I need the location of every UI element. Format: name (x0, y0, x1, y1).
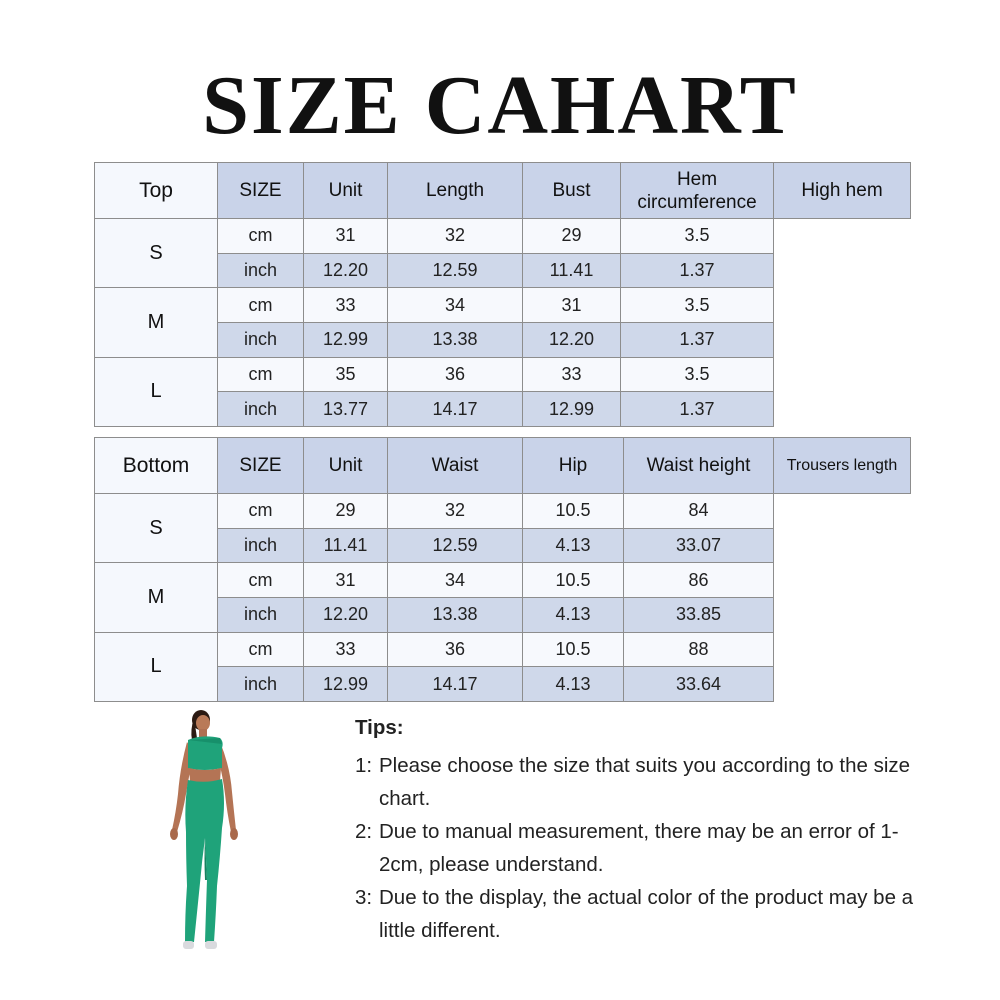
value-cell: 10.5 (523, 494, 624, 529)
value-cell: 31 (523, 288, 621, 323)
unit-cell: inch (218, 323, 304, 358)
top-size-table (94, 162, 911, 427)
table-row (95, 288, 911, 323)
value-cell: 33 (523, 357, 621, 392)
value-cell: 29 (523, 219, 621, 254)
model-photo (150, 708, 260, 952)
value-cell: 1.37 (621, 392, 774, 427)
header-bust: Bust (523, 163, 621, 219)
table-row (95, 357, 911, 392)
size-label: L (95, 357, 218, 426)
header-unit: Unit (304, 438, 388, 494)
value-cell: 31 (304, 219, 388, 254)
tip-item-1 (355, 750, 925, 815)
value-cell: 13.38 (388, 323, 523, 358)
table-row (95, 392, 911, 427)
value-cell: 12.20 (523, 323, 621, 358)
value-cell: 29 (304, 494, 388, 529)
tip-text: Due to the display, the actual color of the product may be a little different. (379, 886, 914, 942)
tip-item-2 (355, 816, 925, 881)
table-row (95, 219, 911, 254)
unit-cell: cm (218, 563, 304, 598)
tip-text: Due to manual measurement, there may be an error of 1-2cm, please understand. (379, 820, 899, 876)
tip-number: 3: (355, 886, 373, 909)
value-cell: 34 (388, 288, 523, 323)
value-cell: 1.37 (621, 253, 774, 288)
table-row (95, 667, 911, 702)
header-unit: Unit (304, 163, 388, 219)
tips-title: Tips: (355, 716, 404, 739)
header-trousers-length: Trousers length (774, 438, 911, 494)
value-cell: 10.5 (523, 632, 624, 667)
tips-section (355, 716, 925, 948)
value-cell: 12.59 (388, 528, 523, 563)
value-cell: 14.17 (388, 392, 523, 427)
unit-cell: inch (218, 598, 304, 633)
value-cell: 86 (624, 563, 774, 598)
value-cell: 12.20 (304, 598, 388, 633)
value-cell: 11.41 (304, 528, 388, 563)
size-label: S (95, 219, 218, 288)
value-cell: 10.5 (523, 563, 624, 598)
bottom-size-table (94, 437, 911, 702)
unit-cell: cm (218, 632, 304, 667)
value-cell: 32 (388, 494, 523, 529)
header-waist: Waist (388, 438, 523, 494)
value-cell: 36 (388, 357, 523, 392)
value-cell: 13.77 (304, 392, 388, 427)
top-table-body (95, 219, 911, 427)
table-row (95, 323, 911, 358)
section-label-top: Top (95, 163, 218, 219)
table-row (95, 253, 911, 288)
value-cell: 1.37 (621, 323, 774, 358)
value-cell: 88 (624, 632, 774, 667)
header-hem-circumference: Hem circumference (621, 163, 774, 219)
value-cell: 4.13 (523, 528, 624, 563)
value-cell: 84 (624, 494, 774, 529)
table-row (95, 598, 911, 633)
value-cell: 33 (304, 288, 388, 323)
unit-cell: cm (218, 219, 304, 254)
value-cell: 36 (388, 632, 523, 667)
unit-cell: cm (218, 288, 304, 323)
table-row (95, 632, 911, 667)
unit-cell: inch (218, 253, 304, 288)
table-row (95, 528, 911, 563)
value-cell: 4.13 (523, 598, 624, 633)
header-waist-height: Waist height (624, 438, 774, 494)
table-row (95, 563, 911, 598)
unit-cell: inch (218, 392, 304, 427)
model-figure-illustration (150, 708, 260, 952)
value-cell: 3.5 (621, 288, 774, 323)
tip-number: 2: (355, 820, 373, 843)
value-cell: 3.5 (621, 219, 774, 254)
header-length: Length (388, 163, 523, 219)
unit-cell: inch (218, 667, 304, 702)
value-cell: 33.64 (624, 667, 774, 702)
tip-text: Please choose the size that suits you according to the size chart. (379, 754, 911, 810)
bottom-table-body (95, 494, 911, 702)
unit-cell: cm (218, 494, 304, 529)
value-cell: 14.17 (388, 667, 523, 702)
value-cell: 11.41 (523, 253, 621, 288)
value-cell: 12.99 (304, 667, 388, 702)
value-cell: 35 (304, 357, 388, 392)
header-hip: Hip (523, 438, 624, 494)
value-cell: 31 (304, 563, 388, 598)
tip-number: 1: (355, 754, 373, 777)
size-label: S (95, 494, 218, 563)
value-cell: 12.99 (523, 392, 621, 427)
value-cell: 34 (388, 563, 523, 598)
header-high-hem: High hem (774, 163, 911, 219)
size-label: L (95, 632, 218, 701)
value-cell: 12.59 (388, 253, 523, 288)
value-cell: 32 (388, 219, 523, 254)
value-cell: 12.99 (304, 323, 388, 358)
value-cell: 33 (304, 632, 388, 667)
unit-cell: inch (218, 528, 304, 563)
section-label-bottom: Bottom (95, 438, 218, 494)
value-cell: 33.85 (624, 598, 774, 633)
value-cell: 4.13 (523, 667, 624, 702)
header-size: SIZE (218, 163, 304, 219)
header-size: SIZE (218, 438, 304, 494)
size-label: M (95, 288, 218, 357)
size-label: M (95, 563, 218, 632)
tip-item-3 (355, 882, 925, 947)
page-title: SIZE CAHART (202, 59, 798, 152)
value-cell: 3.5 (621, 357, 774, 392)
value-cell: 13.38 (388, 598, 523, 633)
value-cell: 12.20 (304, 253, 388, 288)
value-cell: 33.07 (624, 528, 774, 563)
table-row (95, 494, 911, 529)
unit-cell: cm (218, 357, 304, 392)
